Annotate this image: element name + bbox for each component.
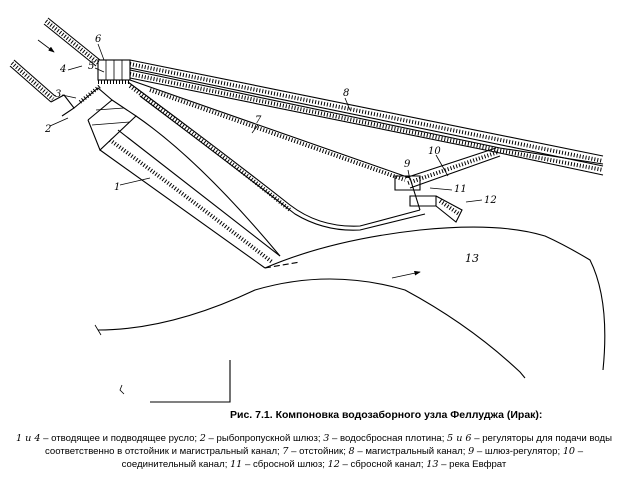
legend-num: 10 [562,446,576,457]
label-12: 12 [484,195,497,206]
legend-text: – река Евфрат [438,459,507,470]
figure-legend [8,432,620,471]
regulators [98,60,130,82]
legend-text: – водосбросная плотина; [329,433,448,444]
legend-num: 2 [199,433,206,444]
discharge-lock [410,196,462,222]
label-5: 5 [88,61,95,72]
settling-basin [128,80,425,230]
legend-text: – шлюз-регулятор; [474,446,563,457]
connecting-canal [395,148,500,190]
label-3: 3 [55,89,62,100]
legend-num: 7 [282,446,289,457]
label-4: 4 [60,64,67,75]
river-euphrates [95,227,605,402]
legend-text: – магистральный канал; [354,446,469,457]
legend-num: 5 и 6 [447,433,472,444]
legend-text: – отстойник; [288,446,349,457]
legend-num: 9 [468,446,475,457]
label-10: 10 [428,146,441,157]
label-2: 2 [45,124,52,135]
figure-caption: Рис. 7.1. Компоновка водозаборного узла Феллуджа (Ирак): [230,409,543,421]
label-8: 8 [343,88,350,99]
label-1: 1 [114,182,121,193]
main-canal [130,60,603,175]
legend-text: – сбросной канал; [339,459,427,470]
label-7: 7 [255,115,262,126]
legend-text: – сбросной шлюз; [242,459,328,470]
legend-num: 12 [327,459,340,470]
legend-num: 8 [348,446,355,457]
label-13: 13 [465,252,479,265]
legend-num: 13 [426,459,439,470]
legend-num: 1 и 4 [15,433,41,444]
legend-num: 3 [323,433,330,444]
label-11: 11 [454,184,467,195]
legend-text: – регуляторы для подачи воды соответственно в отстойник и магистральный канал; [44,433,613,457]
label-6: 6 [95,34,102,45]
legend-text: – рыбопропускной шлюз; [205,433,324,444]
legend-text: – отводящее и подводящее русло; [40,433,200,444]
label-9: 9 [404,159,411,170]
discharge-channel [100,116,280,268]
legend-text: – соединительный канал; [121,446,584,470]
legend-num: 11 [230,459,243,470]
